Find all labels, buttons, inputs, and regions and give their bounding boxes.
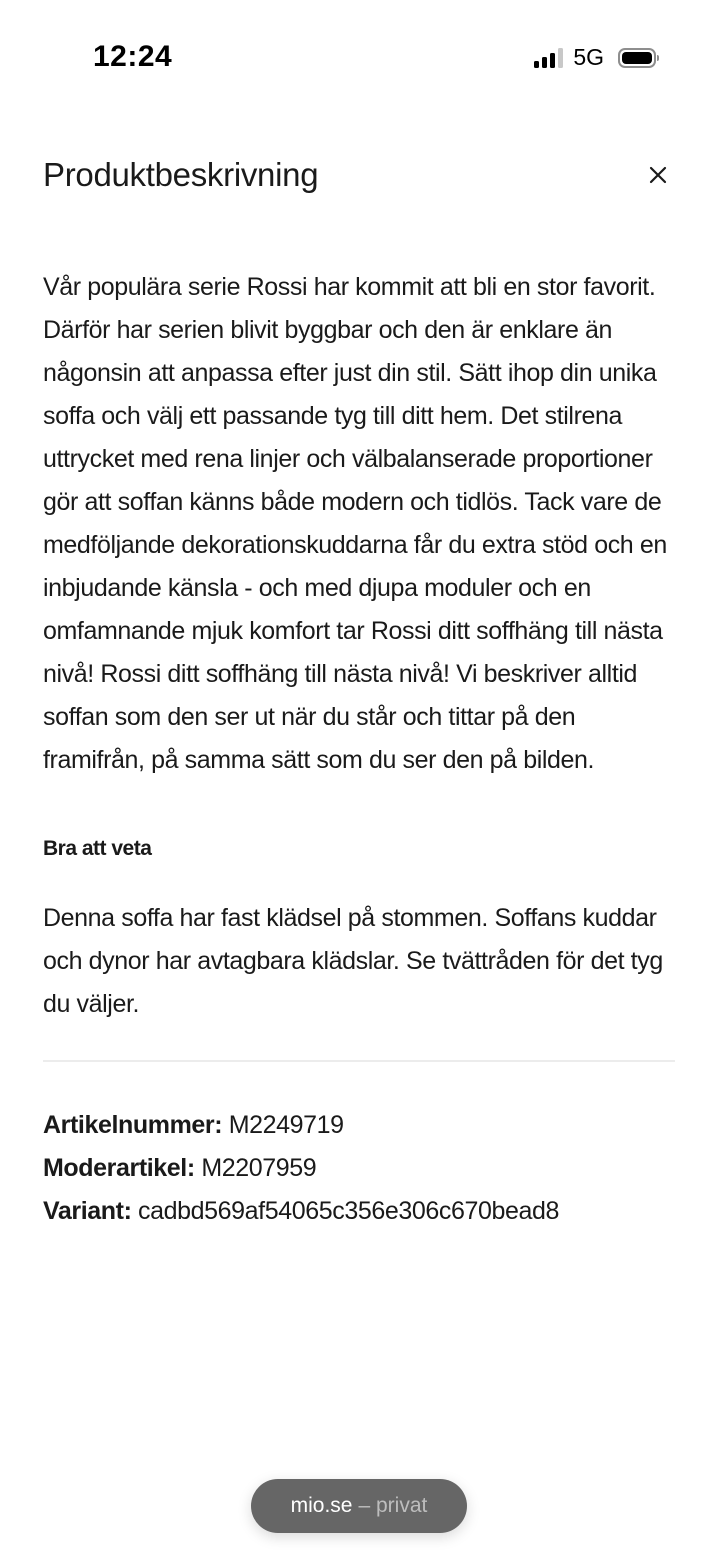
modal-header [43, 150, 675, 200]
meta-value: cadbd569af54065c356e306c670bead8 [138, 1197, 559, 1225]
meta-value: M2249719 [228, 1111, 344, 1139]
status-indicators [534, 44, 656, 71]
status-time: 12:24 [93, 40, 173, 73]
close-icon [649, 166, 667, 184]
variant-row [43, 1190, 683, 1233]
product-description-panel [43, 266, 683, 1233]
good-to-know-heading: Bra att veta [43, 837, 152, 860]
meta-value: M2207959 [201, 1154, 317, 1182]
article-meta [43, 1104, 683, 1233]
browser-url-pill[interactable] [251, 1479, 467, 1533]
meta-label: Artikelnummer: [43, 1111, 223, 1139]
parent-article-row [43, 1147, 683, 1190]
battery-full-icon [618, 48, 656, 68]
close-button[interactable] [643, 160, 673, 190]
page-title: Produktbeskrivning [43, 156, 319, 193]
meta-label: Moderartikel: [43, 1154, 195, 1182]
description-text: Vår populära serie Rossi har kommit att bli en stor favorit. Därför har serien blivit byggbar och den är enklare än någonsin att anpassa efter just din stil. Sätt ihop din unika soffa och välj ett passande tyg till ditt hem. Det stilrena uttrycket med rena linjer och välbalanserade proportioner gör att soffan känns både modern och tidlös. Tack vare de medföljande dekorationskuddarna får du extra stöd och en inbjudande känsla - och med djupa moduler och en omfamnande mjuk komfort tar Rossi ditt soffhäng till nästa nivå! Rossi ditt soffhäng till nästa nivå! Vi beskriver alltid soffan som den ser ut när du står och tittar på den framifrån, på samma sätt som du ser den på bilden. [43, 273, 667, 774]
network-type: 5G [573, 44, 604, 70]
cellular-signal-icon [534, 48, 563, 68]
article-number-row [43, 1104, 683, 1147]
private-mode-label: – privat [358, 1494, 428, 1517]
status-bar [0, 0, 718, 110]
url-domain: mio.se [290, 1494, 353, 1517]
good-to-know-text: Denna soffa har fast klädsel på stommen. Soffans kuddar och dynor har avtagbara klädslar. Se tvättråden för det tyg du väljer. [43, 904, 663, 1018]
divider [43, 1060, 675, 1062]
meta-label: Variant: [43, 1197, 132, 1225]
